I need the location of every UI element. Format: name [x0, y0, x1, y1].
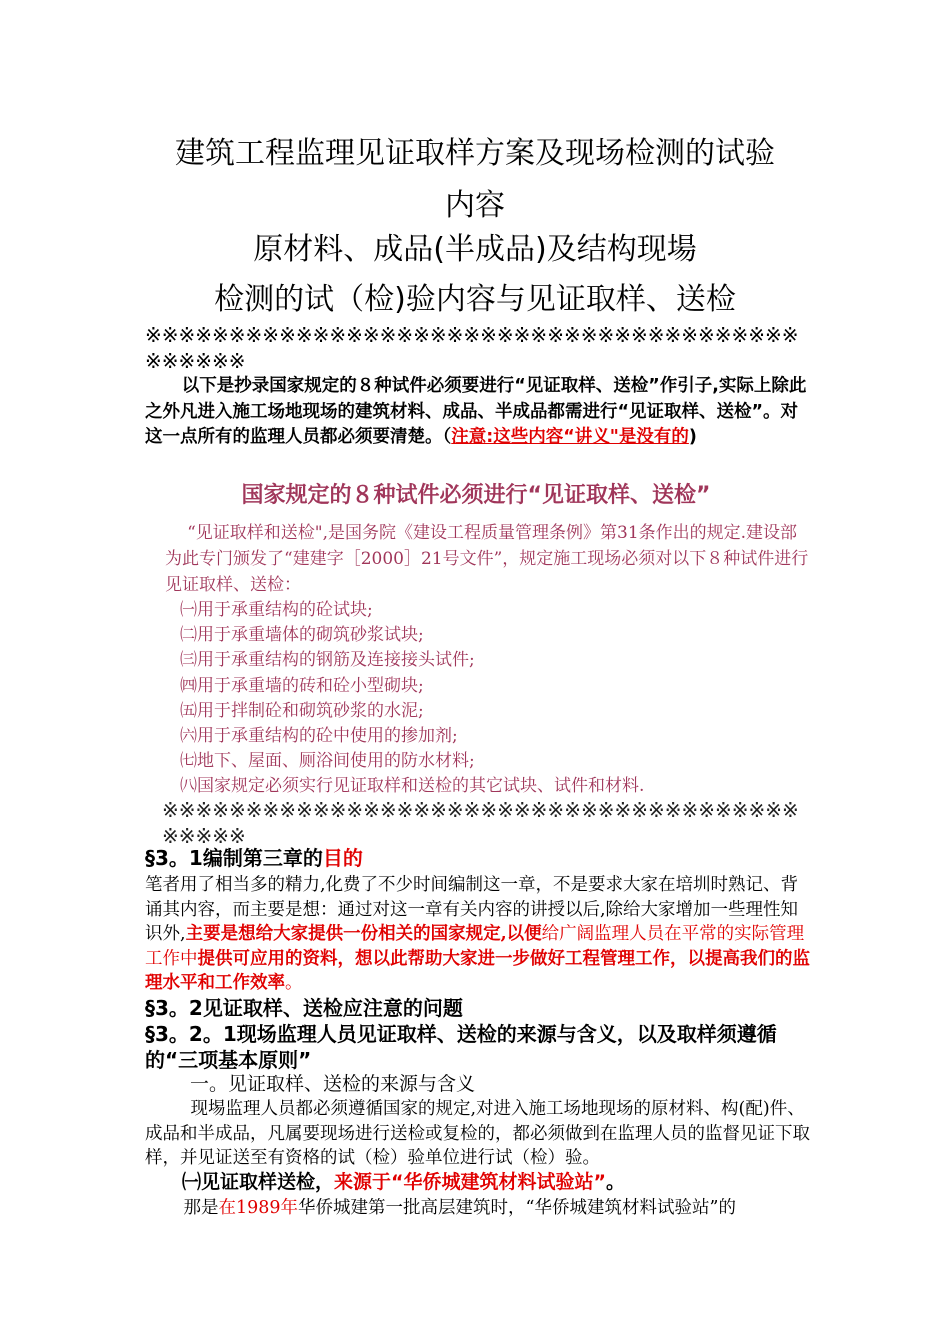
sub-item-1-text-start: 那是 — [183, 1198, 219, 1218]
subtitle-line-1: 原材料、成品(半成品)及结构现場 — [253, 232, 697, 267]
subtitle-line-2: 检测的试（检)验内容与见证取样、送检 — [214, 282, 736, 317]
section-3-2-heading: §3。2见证取样、送检应注意的问题 — [145, 996, 463, 1020]
sub-item-1-text-rest: 华侨城建第一批高层建筑时，“华侨城建筑材料试验站”的 — [298, 1198, 736, 1218]
section-3-1-red-1: 给广阔监理人员在平常的实际管理工作中 — [145, 924, 805, 969]
sub-item-1-prefix: ㈠见证取样送检， — [182, 1171, 335, 1193]
list-item: ㈣用于承重墙的砖和砼小型砌块; — [180, 675, 424, 696]
document-title — [100, 128, 850, 232]
item-1-paragraph: 现埸监理人员都必须遵循国家的规定,对进入施工场地现场的原材料、构(配)件、成品和半成品，凡属要现场进行送检或复检的，都必须做到在监理人员的监督见证下取样，并见证送至有资格的试（检）验单位进行试（检）验。 — [145, 1099, 810, 1169]
intro-close: ) — [688, 427, 697, 447]
national-rules-quote: “见证取样和送检",是国务院《建设工程质量管理条例》第31条作出的规定.建设部为此专门颁发了“建建字［2000］21号文件”，规定施工现场必须对以下８种试件进行见证取样、送检： — [165, 523, 809, 595]
sub-item-1-heading — [182, 1169, 812, 1195]
intro-note: 注意:这些内容“讲义"是没有的 — [451, 427, 689, 447]
separator-mid: ※※※※※※※※※※※※※※※※※※※※※※※※※※※※※※※※※※※※※※※※※※※ — [162, 798, 799, 848]
intro-text: 以下是抄录国家规定的８种试件必须要进行“见证取样、送检”作引子,实际上除此之外凡进入施工场地现场的建筑材料、成品、半成品都需进行“见证取样、送检”。对这一点所有的监理人员都必须要清楚。（ — [145, 376, 807, 447]
section-3-1-heading-red: 目的 — [322, 846, 363, 870]
section-3-1-text-start: 笔者用了相当多的精力,化费了不少时间编制这一章，不是要求大家在培圳时熟记、背诵其内容，而主要是想：通过对这一章有关内容的讲授以后,除给大家增加一些理性知识外, — [145, 875, 799, 945]
sub-item-1-year: 在1989年 — [218, 1198, 299, 1218]
list-item: ㈠用于承重结构的砼试块; — [180, 600, 373, 620]
specimen-list — [180, 598, 800, 800]
list-item: ㈤用于拌制砼和砌筑砂浆的水泥; — [180, 700, 424, 721]
section-3-1-paragraph — [145, 873, 810, 996]
intro-paragraph — [145, 374, 807, 451]
section-3-1-heading-prefix: §3。1编制第三章的 — [145, 846, 323, 870]
list-item: ㈢用于承重结构的钢筋及连接接头试件; — [180, 650, 475, 671]
section-3-2-1-heading: §3。2。1现场监理人员见证取样、送检的来源与含义，以及取样须遵循的“三项基本原则” — [145, 1022, 777, 1072]
list-item: ㈥用于承重结构的砼中使用的掺加剂; — [180, 726, 458, 747]
sub-item-1-paragraph — [145, 1196, 810, 1221]
title-line-1: 建筑工程监理见证取样方案及现场检测的试验 — [175, 136, 775, 171]
section-3-1-highlight-1: 主要是想给大家提供一份相关的国家规定,以便 — [185, 924, 542, 945]
national-rules-heading: 国家规定的８种试件必须进行“见证取样、送检” — [241, 483, 711, 508]
list-item: ㈧国家规定必须实行见证取样和送检的其它试块、试件和材料. — [180, 776, 645, 797]
sub-item-1-red: 来源于“华侨城建筑材料试验站” — [334, 1171, 606, 1193]
sub-item-1-suffix: 。 — [606, 1171, 626, 1193]
list-item: ㈦地下、屋面、厕浴间使用的防水材料; — [180, 751, 475, 772]
section-3-1-heading — [145, 845, 810, 871]
separator-top: ※※※※※※※※※※※※※※※※※※※※※※※※※※※※※※※※※※※※※※※※※※※※※ — [145, 323, 799, 373]
title-line-2: 内容 — [445, 188, 505, 223]
list-item: ㈡用于承重墙体的砌筑砂浆试块; — [180, 625, 424, 646]
document-subtitle — [100, 225, 850, 325]
section-3-1-red-2: 。 — [285, 973, 303, 994]
section-3-1-highlight-2: 提供可应用的资料，想以此帮助大家进一步做好工程管理工作，以提高我们的监理水平和工作效率 — [145, 948, 810, 994]
item-1-title: 一。见证取样、送检的来源与含义 — [190, 1073, 476, 1095]
